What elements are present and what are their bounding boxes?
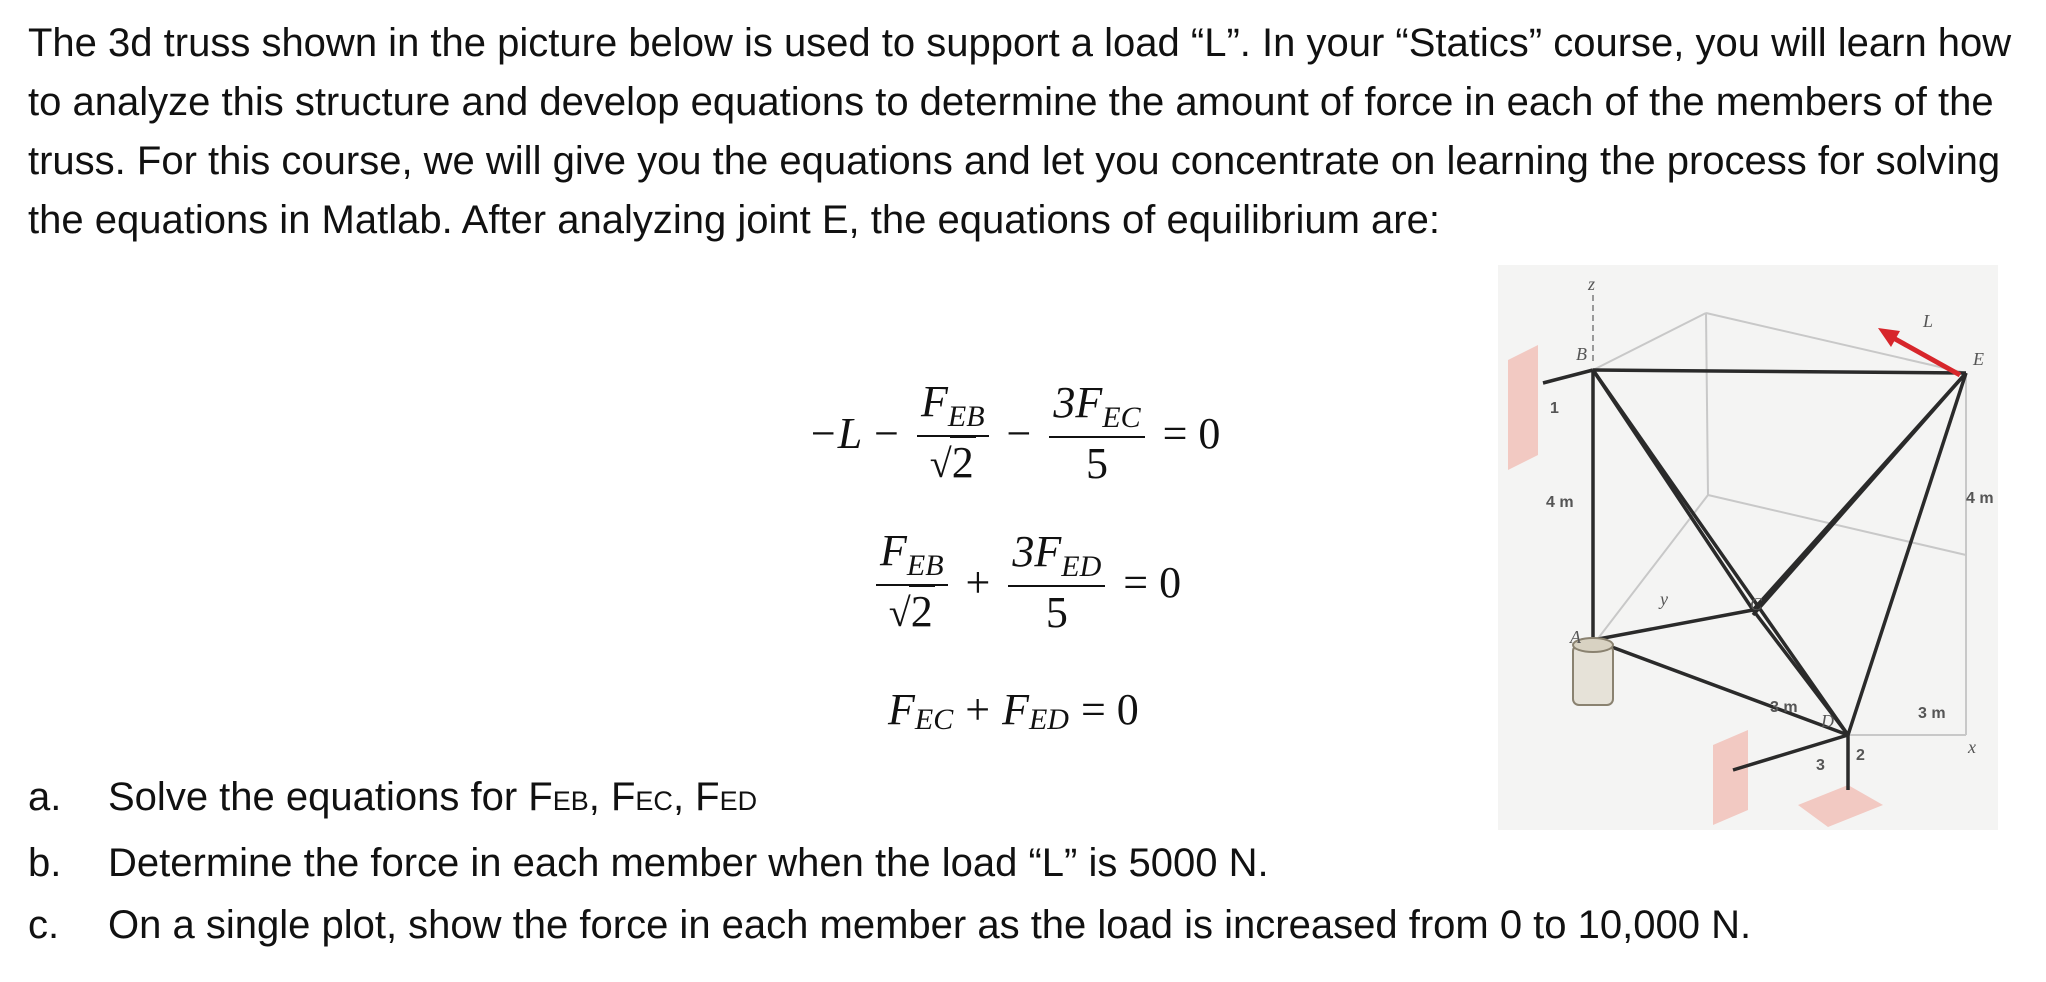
label-A: A (1570, 627, 1581, 647)
fraction-feb-sqrt2: $\frac{F_{EB}}{√2}$ (876, 527, 948, 637)
plus-sign: + (965, 685, 991, 734)
equals-zero: = 0 (1162, 408, 1221, 458)
label-C: C (1750, 594, 1763, 614)
task-item-b: b. Determine the force in each member when the load “L” is 5000 N. (28, 841, 1269, 885)
truss-figure (1498, 265, 1998, 830)
label-3m-left: 3 m (1770, 699, 1798, 716)
fraction-feb-sqrt2: $\frac{F_{EB}}{√2}$ (917, 378, 989, 488)
fraction-3fed-5: $\frac{3F_{ED}}{5}$ (1008, 528, 1105, 637)
wall-B (1508, 345, 1538, 470)
label-3m-right: 3 m (1918, 705, 1946, 722)
label-4m-right: 4 m (1966, 490, 1994, 507)
label-y: y (1660, 589, 1668, 609)
support-A (1573, 638, 1613, 705)
equation-1 (808, 378, 1232, 488)
minus-sign: − (1006, 408, 1032, 458)
equals-zero: = 0 (1123, 557, 1182, 607)
equation-2 (870, 527, 1193, 637)
label-3-small: 3 (1816, 757, 1825, 774)
label-z: z (1588, 274, 1596, 294)
problem-statement: The 3d truss shown in the picture below is used to support a load “L”. In your “Statics” course, you will learn how to analyze this structure and develop equations to determine the amount of force in each of the members of the truss. For this course, we will give you the equations and let you concentrate on learning the process for solving the equations in Matlab. After analyzing joint E, the equations of equilibrium are: (28, 21, 2012, 242)
plus-sign: + (965, 557, 991, 607)
equation-3: F EC + F ED = 0 (888, 685, 1139, 736)
label-x: x (1968, 737, 1976, 757)
task-item-a: a. Solve the equations for FEB, FEC, FED (28, 775, 758, 819)
label-E: E (1973, 349, 1984, 369)
label-B: B (1576, 344, 1587, 364)
label-1: 1 (1550, 400, 1559, 417)
label-4m-left: 4 m (1546, 494, 1574, 511)
label-L: L (1923, 311, 1934, 331)
task-list (28, 766, 2023, 956)
minus-L: −L (808, 408, 863, 458)
label-2-small: 2 (1856, 747, 1865, 764)
task-item-c: c. On a single plot, show the force in each member as the load is increased from 0 to 10,000 N. (28, 903, 1752, 947)
equals-zero: = 0 (1080, 685, 1139, 734)
minus-sign: − (874, 408, 899, 458)
label-D: D (1821, 711, 1834, 731)
fraction-3fec-5: $\frac{3F_{EC}}{5}$ (1049, 379, 1144, 488)
